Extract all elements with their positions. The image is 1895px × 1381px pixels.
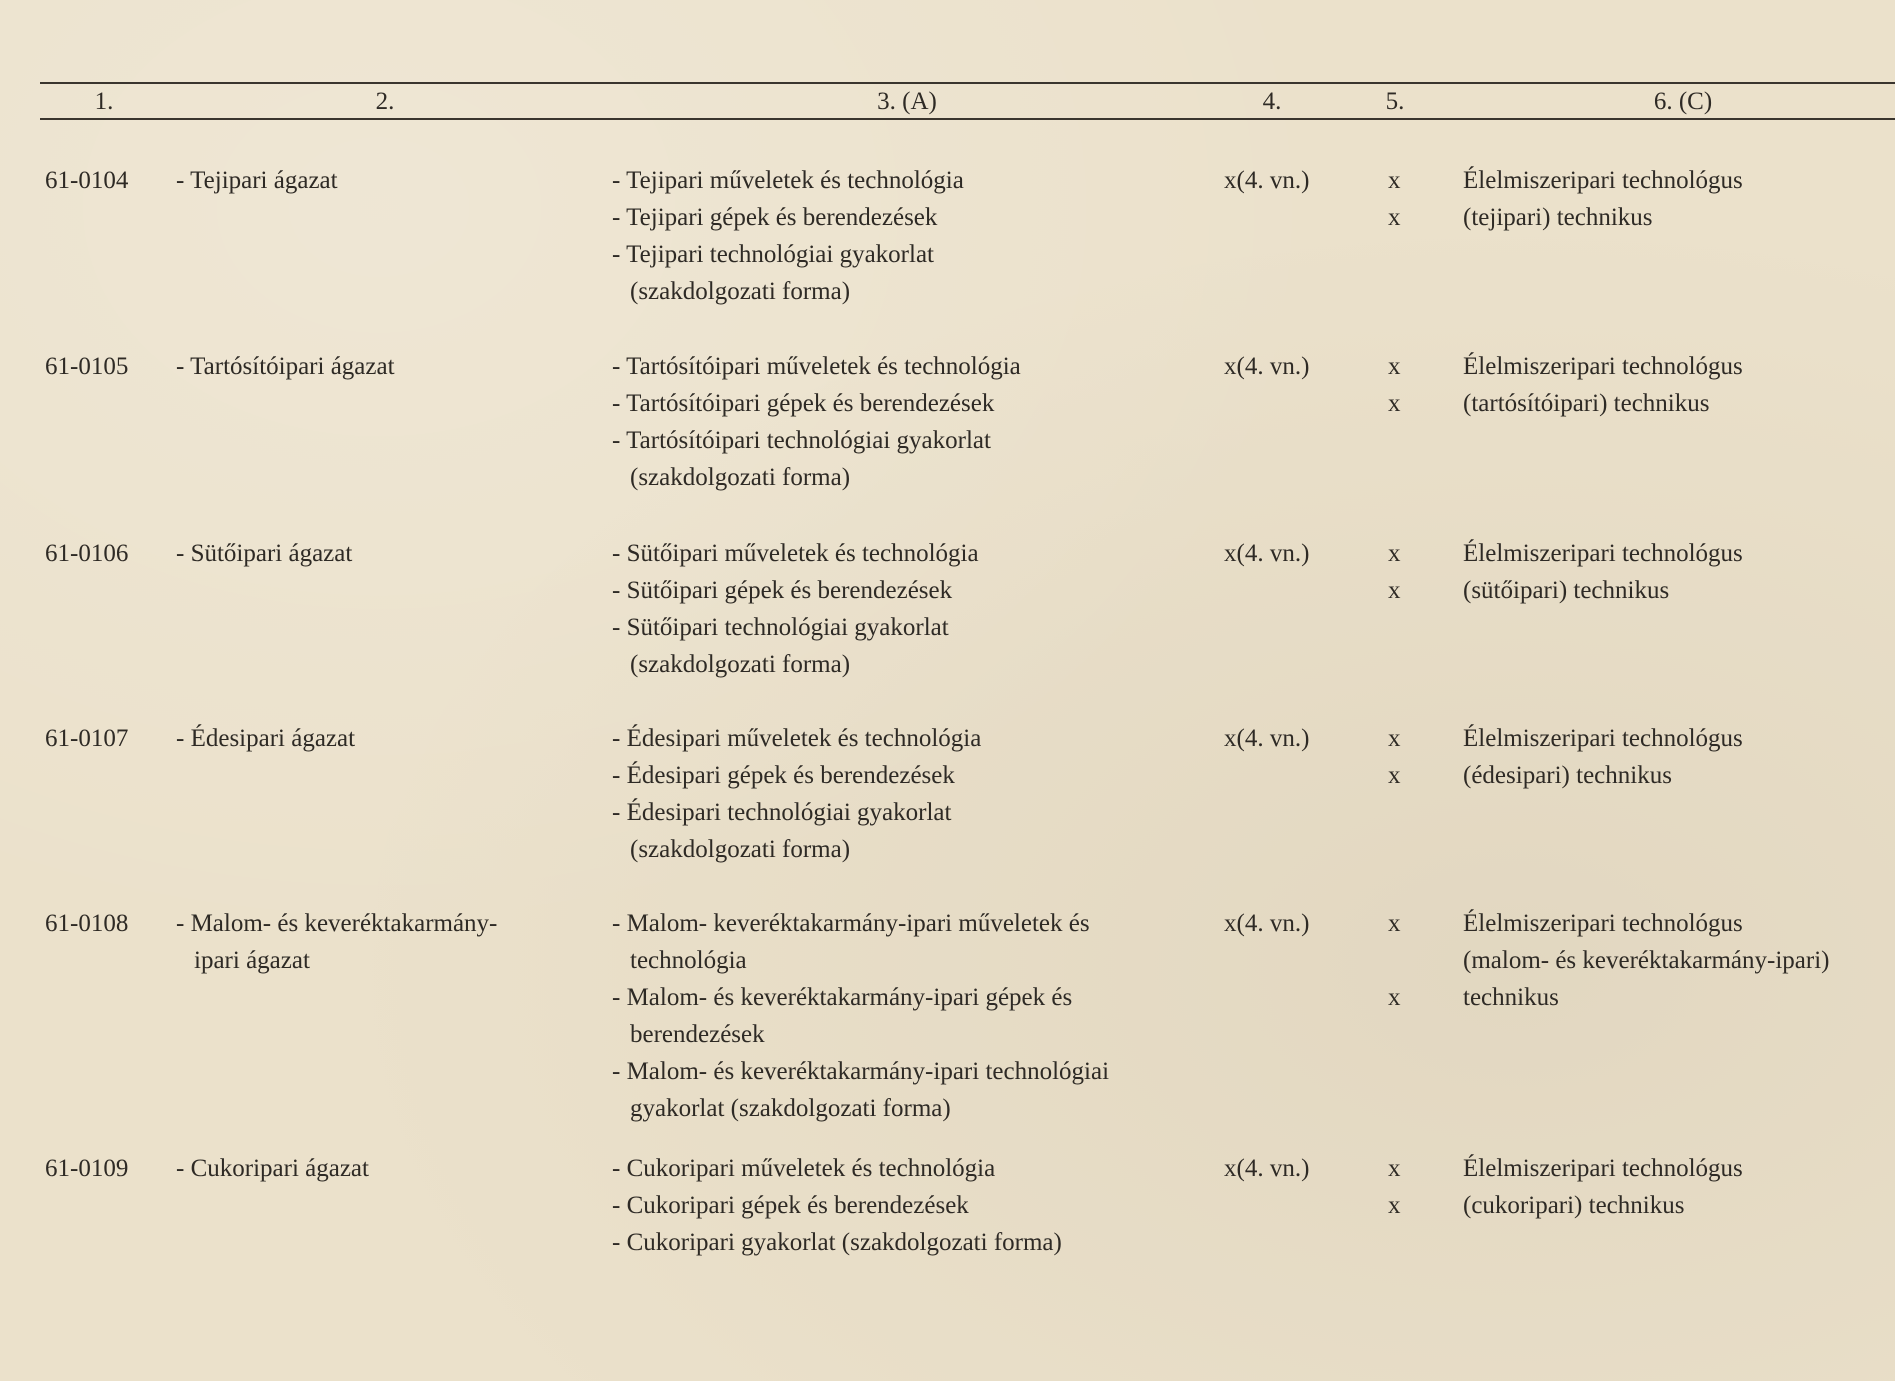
cell-line: technikus [1463,984,1559,1011]
cell-line: x [1388,1155,1401,1182]
cell-line: - Édesipari technológiai gyakorlat [612,799,952,826]
cell-line: - Cukoripari műveletek és technológia [612,1155,996,1182]
cell-line: technológia [630,947,747,974]
cell-line: x(4. vn.) [1224,540,1310,567]
cell-line: 61-0108 [45,910,129,937]
cell-line: Élelmiszeripari technológus [1463,725,1743,752]
cell-line: - Malom- és keveréktakarmány-ipari technológiai [612,1058,1110,1085]
sector-name [176,905,497,979]
cell-line: (édesipari) technikus [1463,762,1672,789]
cell-line: - Tartósítóipari technológiai gyakorlat [612,427,991,454]
cell-line: 61-0107 [45,725,129,752]
subject-list [612,535,979,683]
qualification [1463,720,1743,794]
cell-line: x(4. vn.) [1224,167,1310,194]
cell-line: (szakdolgozati forma) [630,464,851,491]
x-marks [1388,348,1401,422]
qualification [1463,535,1743,609]
header-bottom-rule [40,118,1895,120]
cell-line: ipari ágazat [194,947,310,974]
cell-line: - Édesipari ágazat [176,725,356,752]
cell-line: x [1388,984,1401,1011]
cell-line: 61-0105 [45,353,129,380]
program-code [45,535,128,572]
cell-line: (szakdolgozati forma) [630,651,851,678]
qualification [1463,905,1830,1016]
column-header-4: 4. [1262,88,1282,115]
cell-line: - Sütőipari műveletek és technológia [612,540,979,567]
cell-line: - Tartósítóipari műveletek és technológia [612,353,1021,380]
cell-line: - Cukoripari gépek és berendezések [612,1192,969,1219]
column-header-1: 1. [94,88,114,115]
cell-line: x [1388,204,1401,231]
subject-list [612,720,981,868]
cell-line: x(4. vn.) [1224,1155,1310,1182]
column-header-5: 5. [1385,88,1405,115]
x-marks [1388,1150,1401,1224]
cell-line: - Édesipari műveletek és technológia [612,725,982,752]
exam-mark [1224,1150,1309,1187]
cell-line: (cukoripari) technikus [1463,1192,1685,1219]
cell-line: - Tejipari gépek és berendezések [612,204,938,231]
cell-line: (szakdolgozati forma) [630,836,851,863]
cell-line: - Tartósítóipari gépek és berendezések [612,390,995,417]
cell-line: 61-0106 [45,540,129,567]
cell-line: (malom- és keveréktakarmány-ipari) [1463,947,1830,974]
cell-line: Élelmiszeripari technológus [1463,540,1743,567]
cell-line: x(4. vn.) [1224,353,1310,380]
cell-line: - Tejipari ágazat [176,167,338,194]
cell-line: x [1388,540,1401,567]
program-code [45,1150,128,1187]
exam-mark [1224,535,1309,572]
cell-line: - Sütőipari ágazat [176,540,353,567]
cell-line: - Tejipari technológiai gyakorlat [612,241,934,268]
cell-line: (szakdolgozati forma) [630,278,851,305]
cell-line: x [1388,762,1401,789]
exam-mark [1224,162,1309,199]
program-code [45,905,128,942]
cell-line: x [1388,725,1401,752]
program-code [45,348,128,385]
exam-mark [1224,720,1309,757]
cell-line: x [1388,167,1401,194]
sector-name [176,720,355,757]
cell-line: (sütőipari) technikus [1463,577,1670,604]
cell-line: (tejipari) technikus [1463,204,1653,231]
cell-line: 61-0104 [45,167,129,194]
x-marks [1388,535,1401,609]
cell-line: - Édesipari gépek és berendezések [612,762,955,789]
table-top-rule [40,82,1895,84]
cell-line: - Malom- és keveréktakarmány- [176,910,498,937]
cell-line: x [1388,353,1401,380]
cell-line: berendezések [630,1021,765,1048]
cell-line: - Sütőipari technológiai gyakorlat [612,614,949,641]
qualification [1463,348,1743,422]
cell-line: 61-0109 [45,1155,129,1182]
cell-line: Élelmiszeripari technológus [1463,910,1743,937]
cell-line: x [1388,577,1401,604]
cell-line: - Tartósítóipari ágazat [176,353,395,380]
subject-list [612,348,1021,496]
cell-line: x(4. vn.) [1224,910,1310,937]
cell-line: - Tejipari műveletek és technológia [612,167,964,194]
subject-list [612,162,964,310]
sector-name [176,348,395,385]
cell-line: x [1388,1192,1401,1219]
cell-line: - Malom- keveréktakarmány-ipari műveletek és [612,910,1090,937]
program-code [45,720,128,757]
cell-line: (tartósítóipari) technikus [1463,390,1710,417]
sector-name [176,162,338,199]
x-marks [1388,905,1401,1016]
column-header-6: 6. (C) [1653,88,1713,115]
column-header-3: 3. (A) [877,88,937,115]
x-marks [1388,720,1401,794]
exam-mark [1224,348,1309,385]
cell-line: - Cukoripari gyakorlat (szakdolgozati forma) [612,1229,1062,1256]
exam-mark [1224,905,1309,942]
cell-line: - Cukoripari ágazat [176,1155,369,1182]
column-header-2: 2. [375,88,395,115]
cell-line: x(4. vn.) [1224,725,1310,752]
cell-line [1388,942,1401,979]
qualification [1463,1150,1743,1224]
subject-list [612,1150,1062,1261]
subject-list [612,905,1109,1127]
cell-line: gyakorlat (szakdolgozati forma) [630,1095,951,1122]
sector-name [176,1150,369,1187]
cell-line: - Sütőipari gépek és berendezések [612,577,953,604]
x-marks [1388,162,1401,236]
cell-line: - Malom- és keveréktakarmány-ipari gépek és [612,984,1073,1011]
program-code [45,162,128,199]
cell-line: x [1388,390,1401,417]
sector-name [176,535,352,572]
cell-line: x [1388,910,1401,937]
cell-line: Élelmiszeripari technológus [1463,1155,1743,1182]
cell-line: Élelmiszeripari technológus [1463,167,1743,194]
qualification [1463,162,1743,236]
cell-line: Élelmiszeripari technológus [1463,353,1743,380]
